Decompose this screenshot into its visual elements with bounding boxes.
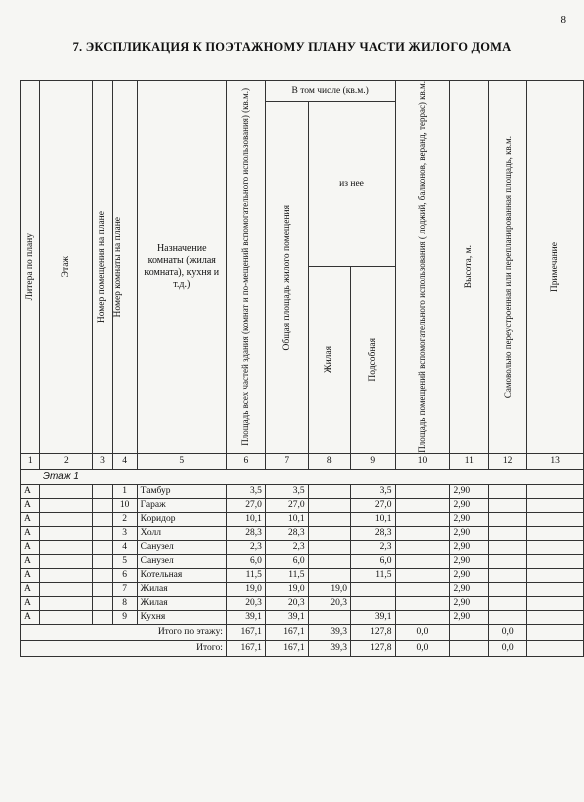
table-row — [21, 610, 584, 624]
floor-total-row-label: Итого по этажу: — [21, 624, 227, 640]
cell-total: 20,3 — [265, 596, 308, 610]
cell-area: 20,3 — [226, 596, 265, 610]
cell-unauthorized — [489, 540, 527, 554]
cell-room-number — [93, 484, 112, 498]
cell-purpose: Тамбур — [137, 484, 226, 498]
cell-purpose: Холл — [137, 526, 226, 540]
cell-floor — [40, 540, 93, 554]
header-purpose: Назначение комнаты (жилая комната), кухня и т.д.) — [144, 242, 220, 290]
page-title: 7. ЭКСПЛИКАЦИЯ К ПОЭТАЖНОМУ ПЛАНУ ЧАСТИ ЖИЛОГО ДОМА — [72, 40, 512, 54]
cell-note — [527, 498, 584, 512]
column-number: 6 — [226, 453, 265, 469]
cell-height: 2,90 — [450, 512, 489, 526]
cell-room-number — [93, 512, 112, 526]
column-number: 4 — [112, 453, 137, 469]
cell-chamber-number: 9 — [112, 610, 137, 624]
cell-note — [527, 554, 584, 568]
header-group: В том числе (кв.м.) — [291, 86, 369, 96]
table-row — [21, 484, 584, 498]
cell-living: 19,0 — [308, 582, 350, 596]
cell-total: 19,0 — [265, 582, 308, 596]
floor-total-row-total: 167,1 — [265, 624, 308, 640]
table-row — [21, 526, 584, 540]
cell-litera: А — [21, 568, 40, 582]
floor-total-row-note — [527, 624, 584, 640]
cell-area: 6,0 — [226, 554, 265, 568]
cell-aux-area — [395, 512, 450, 526]
header-litera: Литера по плану — [25, 233, 36, 301]
floor-total-row-unauth: 0,0 — [489, 624, 527, 640]
cell-living: 20,3 — [308, 596, 350, 610]
cell-note — [527, 512, 584, 526]
grand-total-row-veranda: 0,0 — [395, 640, 450, 656]
cell-auxiliary: 6,0 — [350, 554, 395, 568]
floor-label: Этаж 1 — [43, 471, 79, 483]
cell-room-number — [93, 596, 112, 610]
cell-living — [308, 484, 350, 498]
cell-unauthorized — [489, 568, 527, 582]
cell-area: 27,0 — [226, 498, 265, 512]
table-row — [21, 568, 584, 582]
cell-height: 2,90 — [450, 582, 489, 596]
cell-living — [308, 526, 350, 540]
cell-chamber-number: 10 — [112, 498, 137, 512]
column-number: 13 — [527, 453, 584, 469]
cell-unauthorized — [489, 554, 527, 568]
cell-floor — [40, 610, 93, 624]
cell-note — [527, 568, 584, 582]
cell-unauthorized — [489, 526, 527, 540]
cell-area: 3,5 — [226, 484, 265, 498]
cell-auxiliary: 10,1 — [350, 512, 395, 526]
cell-purpose: Котельная — [137, 568, 226, 582]
cell-floor — [40, 568, 93, 582]
grand-total-row-label: Итого: — [21, 640, 227, 656]
grand-total-row-note — [527, 640, 584, 656]
cell-floor — [40, 554, 93, 568]
cell-chamber-number: 3 — [112, 526, 137, 540]
column-number: 8 — [308, 453, 350, 469]
cell-aux-area — [395, 498, 450, 512]
explication-table — [20, 80, 584, 657]
cell-chamber-number: 1 — [112, 484, 137, 498]
cell-aux-area — [395, 540, 450, 554]
cell-room-number — [93, 526, 112, 540]
column-number: 3 — [93, 453, 112, 469]
cell-height: 2,90 — [450, 526, 489, 540]
cell-living — [308, 540, 350, 554]
cell-aux-area — [395, 484, 450, 498]
column-number: 1 — [21, 453, 40, 469]
header-dwelling-area: Общая площадь жилого помещения — [281, 204, 292, 351]
grand-total-row — [21, 640, 584, 656]
cell-auxiliary: 27,0 — [350, 498, 395, 512]
column-number: 10 — [395, 453, 450, 469]
cell-purpose: Гараж — [137, 498, 226, 512]
cell-area: 10,1 — [226, 512, 265, 526]
cell-height: 2,90 — [450, 610, 489, 624]
cell-living — [308, 554, 350, 568]
cell-aux-area — [395, 582, 450, 596]
cell-litera: А — [21, 540, 40, 554]
cell-unauthorized — [489, 582, 527, 596]
cell-auxiliary: 2,3 — [350, 540, 395, 554]
header-of-which: из нее — [339, 178, 364, 189]
cell-height: 2,90 — [450, 596, 489, 610]
cell-aux-area — [395, 610, 450, 624]
cell-total: 27,0 — [265, 498, 308, 512]
cell-height: 2,90 — [450, 540, 489, 554]
cell-unauthorized — [489, 512, 527, 526]
column-number: 11 — [450, 453, 489, 469]
cell-litera: А — [21, 498, 40, 512]
floor-total-row-height — [450, 624, 489, 640]
header-note: Примечание — [550, 241, 561, 292]
cell-purpose: Коридор — [137, 512, 226, 526]
cell-litera: А — [21, 484, 40, 498]
cell-auxiliary: 11,5 — [350, 568, 395, 582]
cell-unauthorized — [489, 484, 527, 498]
cell-total: 28,3 — [265, 526, 308, 540]
cell-area: 11,5 — [226, 568, 265, 582]
cell-purpose: Жилая — [137, 582, 226, 596]
cell-floor — [40, 484, 93, 498]
cell-note — [527, 596, 584, 610]
cell-note — [527, 484, 584, 498]
cell-living — [308, 512, 350, 526]
header-height: Высота, м. — [464, 245, 475, 289]
floor-total-row-living: 39,3 — [308, 624, 350, 640]
cell-unauthorized — [489, 610, 527, 624]
cell-total: 3,5 — [265, 484, 308, 498]
cell-note — [527, 582, 584, 596]
column-number: 2 — [40, 453, 93, 469]
grand-total-row-living: 39,3 — [308, 640, 350, 656]
cell-floor — [40, 512, 93, 526]
page-number: 8 — [560, 14, 566, 26]
cell-purpose: Жилая — [137, 596, 226, 610]
cell-area: 19,0 — [226, 582, 265, 596]
cell-living — [308, 610, 350, 624]
cell-living — [308, 498, 350, 512]
grand-total-row-aux: 127,8 — [350, 640, 395, 656]
cell-auxiliary: 39,1 — [350, 610, 395, 624]
cell-area: 39,1 — [226, 610, 265, 624]
cell-chamber-number: 8 — [112, 596, 137, 610]
table-row — [21, 596, 584, 610]
cell-chamber-number: 2 — [112, 512, 137, 526]
cell-litera: А — [21, 610, 40, 624]
table-row — [21, 554, 584, 568]
cell-height: 2,90 — [450, 568, 489, 582]
cell-unauthorized — [489, 498, 527, 512]
floor-total-row-veranda: 0,0 — [395, 624, 450, 640]
cell-height: 2,90 — [450, 498, 489, 512]
cell-height: 2,90 — [450, 484, 489, 498]
cell-room-number — [93, 610, 112, 624]
table-row — [21, 512, 584, 526]
cell-litera: А — [21, 512, 40, 526]
cell-chamber-number: 7 — [112, 582, 137, 596]
column-number: 9 — [350, 453, 395, 469]
floor-total-row — [21, 624, 584, 640]
cell-chamber-number: 4 — [112, 540, 137, 554]
cell-auxiliary: 3,5 — [350, 484, 395, 498]
cell-floor — [40, 582, 93, 596]
cell-auxiliary — [350, 596, 395, 610]
table-row — [21, 540, 584, 554]
cell-purpose: Кухня — [137, 610, 226, 624]
header-floor: Этаж — [61, 256, 72, 278]
column-number: 7 — [265, 453, 308, 469]
cell-aux-area — [395, 554, 450, 568]
cell-auxiliary — [350, 582, 395, 596]
cell-floor — [40, 526, 93, 540]
cell-room-number — [93, 554, 112, 568]
cell-aux-area — [395, 526, 450, 540]
cell-purpose: Санузел — [137, 540, 226, 554]
cell-room-number — [93, 540, 112, 554]
header-unauthorized-area: Самовольно переустроенная или перепланированная площадь, кв.м. — [502, 135, 513, 398]
cell-area: 2,3 — [226, 540, 265, 554]
cell-note — [527, 526, 584, 540]
cell-total: 10,1 — [265, 512, 308, 526]
table-row — [21, 582, 584, 596]
cell-living — [308, 568, 350, 582]
cell-room-number — [93, 498, 112, 512]
cell-floor — [40, 596, 93, 610]
cell-litera: А — [21, 582, 40, 596]
grand-total-row-height — [450, 640, 489, 656]
cell-chamber-number: 5 — [112, 554, 137, 568]
cell-total: 6,0 — [265, 554, 308, 568]
cell-unauthorized — [489, 596, 527, 610]
header-auxiliary: Подсобная — [367, 337, 378, 382]
cell-aux-area — [395, 596, 450, 610]
table-row — [21, 498, 584, 512]
header-aux-area: Площадь помещений вспомогательного использования ( лоджий, балконов, веранд, террас) кв.м. — [417, 81, 428, 453]
header-chamber-number: Номер комнаты на плане — [112, 216, 123, 318]
grand-total-row-unauth: 0,0 — [489, 640, 527, 656]
floor-total-row-aux: 127,8 — [350, 624, 395, 640]
header-living: Жилая — [324, 346, 335, 374]
floor-total-row-area: 167,1 — [226, 624, 265, 640]
grand-total-row-area: 167,1 — [226, 640, 265, 656]
cell-total: 11,5 — [265, 568, 308, 582]
cell-total: 2,3 — [265, 540, 308, 554]
cell-room-number — [93, 582, 112, 596]
cell-note — [527, 540, 584, 554]
header-room-number: Номер помещения на плане — [97, 210, 108, 323]
cell-floor — [40, 498, 93, 512]
cell-room-number — [93, 568, 112, 582]
cell-chamber-number: 6 — [112, 568, 137, 582]
cell-auxiliary: 28,3 — [350, 526, 395, 540]
cell-litera: А — [21, 526, 40, 540]
column-number: 12 — [489, 453, 527, 469]
grand-total-row-total: 167,1 — [265, 640, 308, 656]
cell-total: 39,1 — [265, 610, 308, 624]
cell-height: 2,90 — [450, 554, 489, 568]
header-total-area: Площадь всех частей здания (комнат и по-мещений вспомогательного использования) (кв.м.) — [240, 87, 251, 446]
cell-area: 28,3 — [226, 526, 265, 540]
cell-litera: А — [21, 554, 40, 568]
cell-aux-area — [395, 568, 450, 582]
cell-litera: А — [21, 596, 40, 610]
column-number: 5 — [137, 453, 226, 469]
cell-note — [527, 610, 584, 624]
cell-purpose: Санузел — [137, 554, 226, 568]
